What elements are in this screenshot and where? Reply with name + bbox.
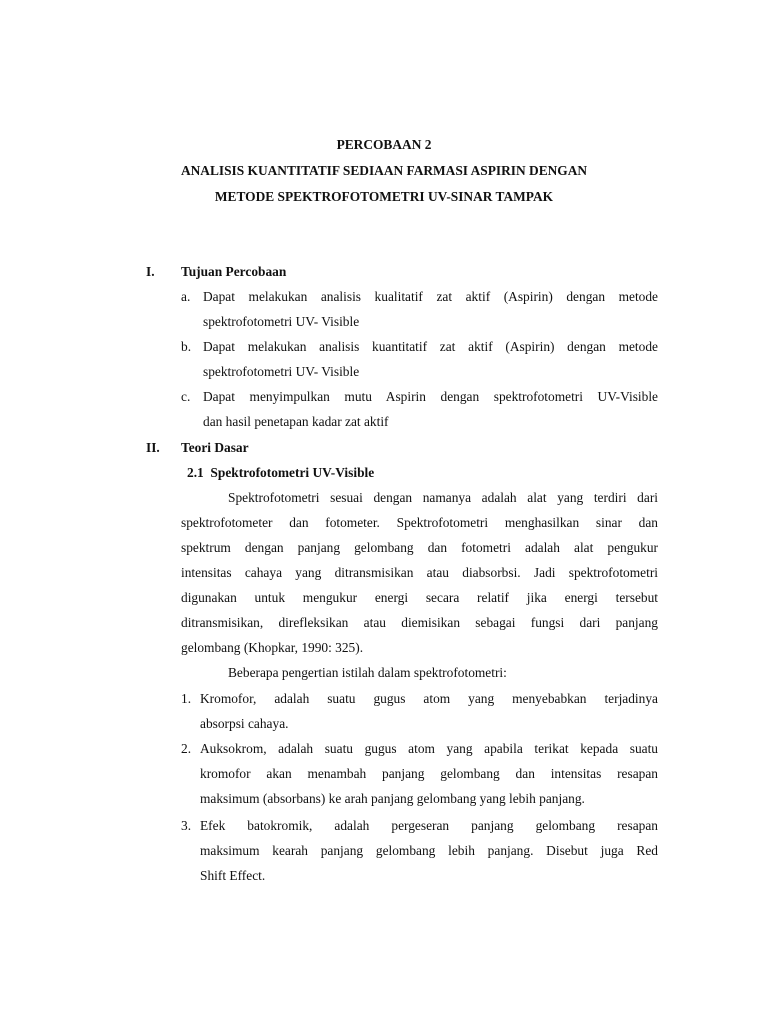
para1-line-1: Spektrofotometri sesuai dengan namanya adalah alat yang terdiri dari	[228, 490, 658, 505]
term-3-line-3: Shift Effect.	[200, 868, 266, 883]
objective-b-marker: b.	[181, 339, 192, 354]
objective-c-marker: c.	[181, 389, 191, 404]
title-line-2: ANALISIS KUANTITATIF SEDIAAN FARMASI ASPIRIN DENGAN	[180, 163, 588, 178]
objective-b-line-1: Dapat melakukan analisis kuantitatif zat aktif (Aspirin) dengan metode	[203, 339, 658, 354]
term-2-line-3: maksimum (absorbans) ke arah panjang gelombang yang lebih panjang.	[200, 791, 585, 806]
objective-c-line-1: Dapat menyimpulkan mutu Aspirin dengan spektrofotometri UV-Visible	[203, 389, 658, 404]
para1-line-3: spektrum dengan panjang gelombang dan fotometri adalah alat pengukur	[181, 540, 658, 555]
term-2-line-1: Auksokrom, adalah suatu gugus atom yang apabila terikat kepada suatu	[200, 741, 658, 756]
term-3-line-2: maksimum kearah panjang gelombang lebih panjang. Disebut juga Red	[200, 843, 658, 858]
para1-line-4: intensitas cahaya yang ditransmisikan atau diabsorbsi. Jadi spektrofotometri	[181, 565, 658, 580]
objective-b-line-2: spektrofotometri UV- Visible	[203, 364, 360, 379]
term-1-line-1: Kromofor, adalah suatu gugus atom yang menyebabkan terjadinya	[200, 691, 658, 706]
objective-c-line-2: dan hasil penetapan kadar zat aktif	[203, 414, 389, 429]
term-3-marker: 3.	[181, 818, 192, 833]
section-2-heading: Teori Dasar	[181, 440, 249, 455]
para2-line: Beberapa pengertian istilah dalam spektrofotometri:	[228, 665, 507, 680]
para1-line-2: spektrofotometer dan fotometer. Spektrofotometri menghasilkan sinar dan	[181, 515, 658, 530]
term-3-line-1: Efek batokromik, adalah pergeseran panjang gelombang resapan	[200, 818, 658, 833]
subsection-2-1-heading: 2.1 Spektrofotometri UV-Visible	[187, 465, 375, 480]
term-1-line-2: absorpsi cahaya.	[200, 716, 289, 731]
section-2-number: II.	[146, 440, 160, 455]
title-line-3: METODE SPEKTROFOTOMETRI UV-SINAR TAMPAK	[214, 189, 554, 204]
objective-a-marker: a.	[181, 289, 191, 304]
section-1-number: I.	[146, 264, 155, 279]
objective-a-line-1: Dapat melakukan analisis kualitatif zat aktif (Aspirin) dengan metode	[203, 289, 658, 304]
para1-line-6: ditransmisikan, direfleksikan atau diemisikan sebagai fungsi dari panjang	[181, 615, 658, 630]
para1-line-7: gelombang (Khopkar, 1990: 325).	[181, 640, 364, 655]
section-1-heading: Tujuan Percobaan	[181, 264, 287, 279]
term-2-marker: 2.	[181, 741, 192, 756]
para1-line-5: digunakan untuk mengukur energi secara relatif jika energi tersebut	[181, 590, 658, 605]
objective-a-line-2: spektrofotometri UV- Visible	[203, 314, 360, 329]
title-line-1: PERCOBAAN 2	[336, 137, 432, 152]
term-1-marker: 1.	[181, 691, 192, 706]
term-2-line-2: kromofor akan menambah panjang gelombang dan intensitas resapan	[200, 766, 658, 781]
